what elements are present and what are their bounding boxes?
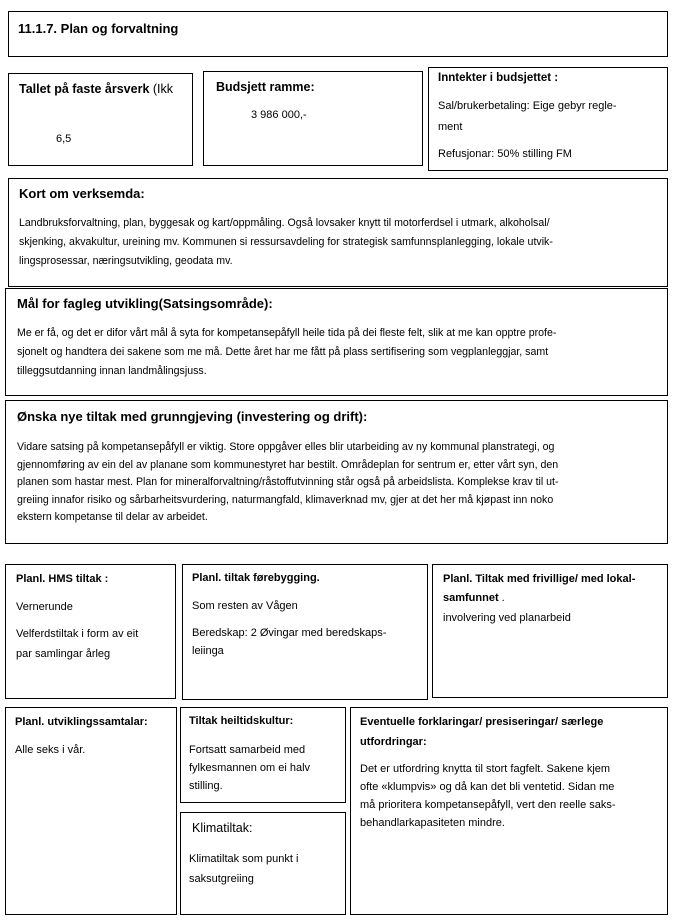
frivillige-line1: involvering ved planarbeid bbox=[443, 612, 571, 624]
onska-box bbox=[5, 400, 668, 544]
heiltid-label: Tiltak heiltidskultur: bbox=[189, 715, 294, 727]
faste-arsverk-box bbox=[8, 73, 193, 166]
forklaringar-label: Eventuelle forklaringar/ presiseringar/ særlege utfordringar: bbox=[360, 716, 604, 748]
heiltid-text: Fortsatt samarbeid med fylkesmannen om ei halv stilling. bbox=[189, 744, 311, 792]
inntekter-label: Inntekter i budsjettet : bbox=[438, 72, 559, 84]
utvikling-line1: Alle seks i vår. bbox=[15, 744, 86, 756]
forebygging-box bbox=[182, 564, 428, 700]
budsjett-value: 3 986 000,- bbox=[251, 109, 307, 121]
klima-box bbox=[180, 812, 346, 915]
inntekter-line1: Sal/brukerbetaling: Eige gebyr regle- ment bbox=[438, 100, 617, 133]
kort-box bbox=[8, 178, 668, 287]
onska-label: Ønska nye tiltak med grunngjeving (investering og drift): bbox=[17, 409, 368, 424]
frivillige-box bbox=[432, 564, 668, 698]
onska-text: Vidare satsing på kompetansepåfyll er viktig. Store oppgåver elles blir utarbeiding av ny kommunal planstrategi, og gjennomføring av ein del av planane som kommunestyret har bestilt. Områdeplan for sentrum er, etter vårt syn, den planen som hastar mest. Plan for mineralforvaltning/råstoffutvinning står også på arbeidslista. Komplekse krav til ut- greiing innafor risiko og sårbarheitsvurdering, naturmangfald, klimaverknad mv, gjer at det her må kjøpast inn noko ekstern kompetanse til delar av arbeidet. bbox=[17, 441, 559, 523]
kort-text: Landbruksforvaltning, plan, byggesak og kart/oppmåling. Også lovsaker knytt til motorferdsel i utmark, alkoholsal/ skjenking, akvakultur, ureining mv. Kommunen si ressursavdeling for strategisk samfunnsplanlegging, lokale utvik- lingsprosessar, næringsutvikling, geodata mv. bbox=[19, 217, 553, 267]
utvikling-box bbox=[5, 707, 177, 915]
maal-text: Me er få, og det er difor vårt mål å syta for kompetansepåfyll heile tida på dei fleste felt, slik at me kan opptre profe- sjonelt og handtera dei sakene som me må. Dette året har me fått på plass sertifisering som vegplanleggjar, samt tilleggsutdanning innan landmålingsjuss. bbox=[17, 327, 557, 377]
maal-label: Mål for fagleg utvikling(Satsingsområde): bbox=[17, 296, 273, 311]
budsjett-box bbox=[203, 71, 423, 166]
inntekter-line2: Refusjonar: 50% stilling FM bbox=[438, 148, 572, 160]
frivillige-label: Planl. Tiltak med frivillige/ med lokal- samfunnet . bbox=[443, 573, 636, 604]
hms-box bbox=[5, 564, 176, 699]
forebygging-label: Planl. tiltak førebygging. bbox=[192, 572, 320, 584]
inntekter-box bbox=[428, 67, 668, 171]
section-title: 11.1.7. Plan og forvaltning bbox=[18, 21, 179, 36]
hms-line2: Velferdstiltak i form av eit par samlingar årleg bbox=[16, 628, 139, 660]
utvikling-label: Planl. utviklingssamtalar: bbox=[15, 716, 148, 728]
hms-line1: Vernerunde bbox=[16, 601, 73, 613]
budsjett-label: Budsjett ramme: bbox=[216, 80, 315, 94]
klima-text: Klimatiltak som punkt i saksutgreiing bbox=[189, 853, 299, 885]
kort-label: Kort om verksemda: bbox=[19, 186, 145, 201]
forebygging-line1: Som resten av Vågen bbox=[192, 600, 298, 612]
forklaringar-box bbox=[350, 707, 668, 915]
hms-label: Planl. HMS tiltak : bbox=[16, 573, 109, 585]
section-title-box bbox=[8, 11, 668, 57]
forklaringar-text: Det er utfordring knytta til stort fagfelt. Sakene kjem ofte «klumpvis» og då kan det bli ventetid. Sidan me må prioritera kompetansepåfyll, vert den reelle saks- behandlarkapasiteten mindre. bbox=[360, 763, 616, 829]
heiltid-box bbox=[180, 707, 346, 803]
faste-arsverk-value: 6,5 bbox=[56, 133, 72, 145]
maal-box bbox=[5, 288, 668, 396]
faste-arsverk-heading: Tallet på faste årsverk (Ikk bbox=[19, 82, 174, 96]
klima-label: Klimatiltak: bbox=[192, 821, 253, 835]
forebygging-line2: Beredskap: 2 Øvingar med beredskaps- leiinga bbox=[192, 627, 387, 657]
